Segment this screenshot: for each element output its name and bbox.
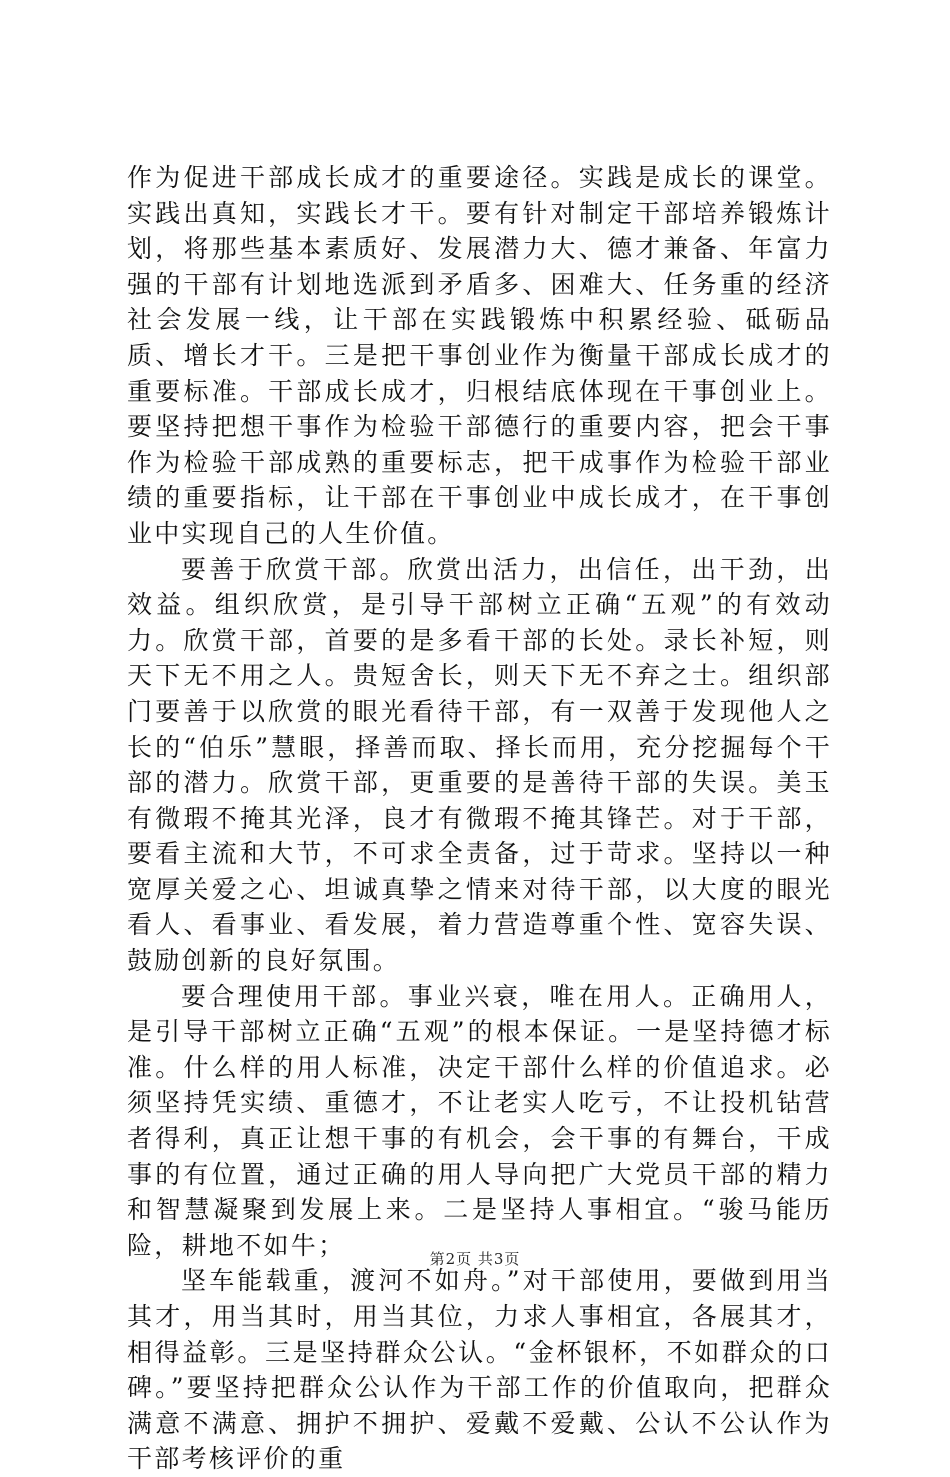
- paragraph-3: 要合理使用干部。事业兴衰，唯在用人。正确用人，是引导干部树立正确“五观”的根本保证。一是坚持德才标准。什么样的用人标准，决定干部什么样的价值追求。必须坚持凭实绩、重德才，不让老实人吃亏，不让投机钻营者得利，真正让想干事的有机会，会干事的有舞台，干成事的有位置，通过正确的用人导向把广大党员干部的精力和智慧凝聚到发展上来。二是坚持人事相宜。“骏马能历险，耕地不如牛；: [127, 981, 832, 1260]
- paragraph-4: 坚车能载重，渡河不如舟。”对干部使用，要做到用当其才，用当其时，用当其位，力求人事相宜，各展其才，相得益彰。三是坚持群众公认。“金杯银杯，不如群众的口碑。”要坚持把群众公认作为干部工作的价值取向，把群众满意不满意、拥护不拥护、爱戴不爱戴、公认不公认作为干部考核评价的重: [127, 1266, 832, 1474]
- paragraph-2: 要善于欣赏干部。欣赏出活力，出信任，出干劲，出效益。组织欣赏，是引导干部树立正确“五观”的有效动力。欣赏干部，首要的是多看干部的长处。录长补短，则天下无不用之人。贵短舍长，则天下无不弃之士。组织部门要善于以欣赏的眼光看待干部，有一双善于发现他人之长的“伯乐”慧眼，择善而取、择长而用，充分挖掘每个干部的潜力。欣赏干部，更重要的是善待干部的失误。美玉有微瑕不掩其光泽，良才有微瑕不掩其锋芒。对于干部，要看主流和大节，不可求全责备，过于苛求。坚持以一种宽厚关爱之心、坦诚真挚之情来对待干部，以大度的眼光看人、看事业、看发展，着力营造尊重个性、宽容失误、鼓励创新的良好氛围。: [127, 554, 832, 976]
- paragraph-1: 作为促进干部成长成才的重要途径。实践是成长的课堂。实践出真知，实践长才干。要有针对制定干部培养锻炼计划，将那些基本素质好、发展潜力大、德才兼备、年富力强的干部有计划地选派到矛盾多、困难大、任务重的经济社会发展一线，让干部在实践锻炼中积累经验、砥砺品质、增长才干。三是把干事创业作为衡量干部成长成才的重要标准。干部成长成才，归根结底体现在干事创业上。要坚持把想干事作为检验干部德行的重要内容，把会干事作为检验干部成熟的重要标志，把干成事作为检验干部业绩的重要指标，让干部在干事创业中成长成才，在干事创业中实现自己的人生价值。: [127, 163, 832, 548]
- page-footer: 第2页 共3页: [429, 1250, 521, 1268]
- document-body: [127, 160, 832, 1477]
